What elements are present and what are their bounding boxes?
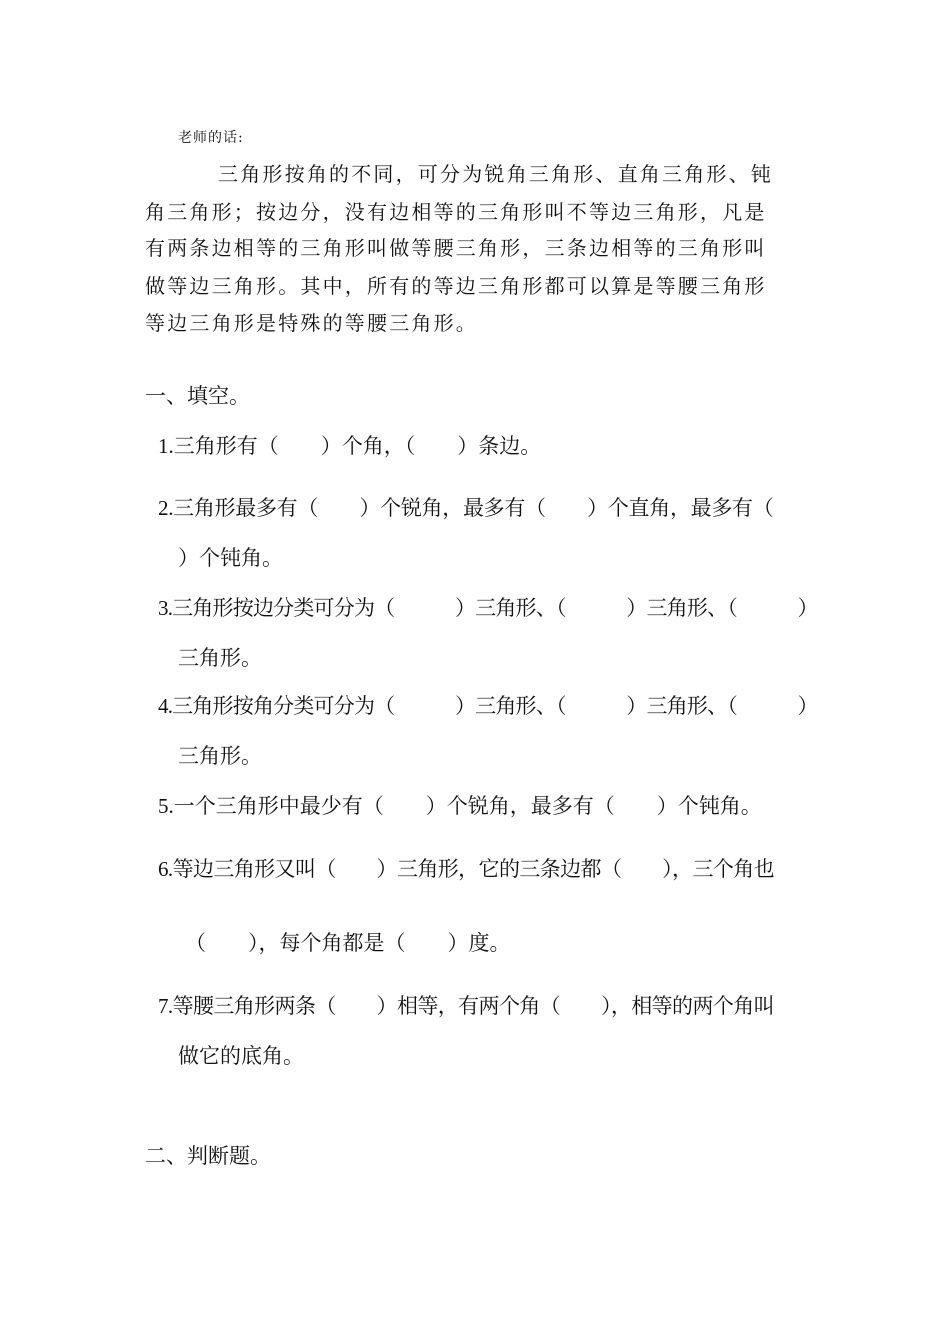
question-7: [158, 990, 774, 1020]
intro-line-3: 有两条边相等的三角形叫做等腰三角形，三条边相等的三角形叫: [145, 236, 767, 260]
question-number: 3.: [158, 596, 173, 620]
question-text: 三角形最多有（ ）个锐角，最多有（ ）个直角，最多有（: [173, 496, 774, 520]
section-1-title: 一、填空。: [145, 384, 250, 408]
question-text: 等边三角形又叫（ ）三角形，它的三条边都（ ），三个角也: [172, 857, 775, 881]
question-4: [158, 690, 818, 720]
question-number: 6.: [158, 857, 173, 881]
intro-line-5: 等边三角形是特殊的等腰三角形。: [145, 311, 478, 335]
question-3-continued: 三角形。: [178, 646, 262, 670]
intro-line-1: 三角形按角的不同，可分为锐角三角形、直角三角形、钝: [218, 162, 773, 186]
teacher-label: 老师的话:: [178, 130, 244, 146]
question-text: 一个三角形中最少有（ ）个锐角，最多有（ ）个钝角。: [173, 794, 762, 818]
question-2: [158, 492, 773, 522]
section-2-title: 二、判断题。: [145, 1144, 271, 1168]
question-1: [158, 430, 541, 460]
question-5: [158, 790, 762, 820]
question-6-continued: （ ），每个角都是（ ）度。: [185, 931, 511, 955]
question-2-continued: ）个钝角。: [178, 546, 283, 570]
question-text: 三角形有（ ）个角，（ ）条边。: [173, 434, 542, 458]
question-text: 三角形按边分类可分为（ ）三角形、（ ）三角形、（ ）: [172, 596, 818, 620]
question-4-continued: 三角形。: [178, 744, 262, 768]
question-7-continued: 做它的底角。: [178, 1044, 304, 1068]
question-6: [158, 853, 774, 883]
question-number: 5.: [158, 794, 174, 818]
question-number: 2.: [158, 496, 174, 520]
question-3: [158, 592, 818, 622]
question-number: 7.: [158, 994, 173, 1018]
question-text: 三角形按角分类可分为（ ）三角形、（ ）三角形、（ ）: [172, 694, 818, 718]
question-text: 等腰三角形两条（ ）相等，有两个角（ ），相等的两个角叫: [172, 994, 775, 1018]
question-number: 1.: [158, 434, 174, 458]
intro-line-4: 做等边三角形。其中，所有的等边三角形都可以算是等腰三角形: [145, 274, 767, 298]
intro-line-2: 角三角形；按边分，没有边相等的三角形叫不等边三角形，凡是: [145, 200, 767, 224]
question-number: 4.: [158, 694, 173, 718]
